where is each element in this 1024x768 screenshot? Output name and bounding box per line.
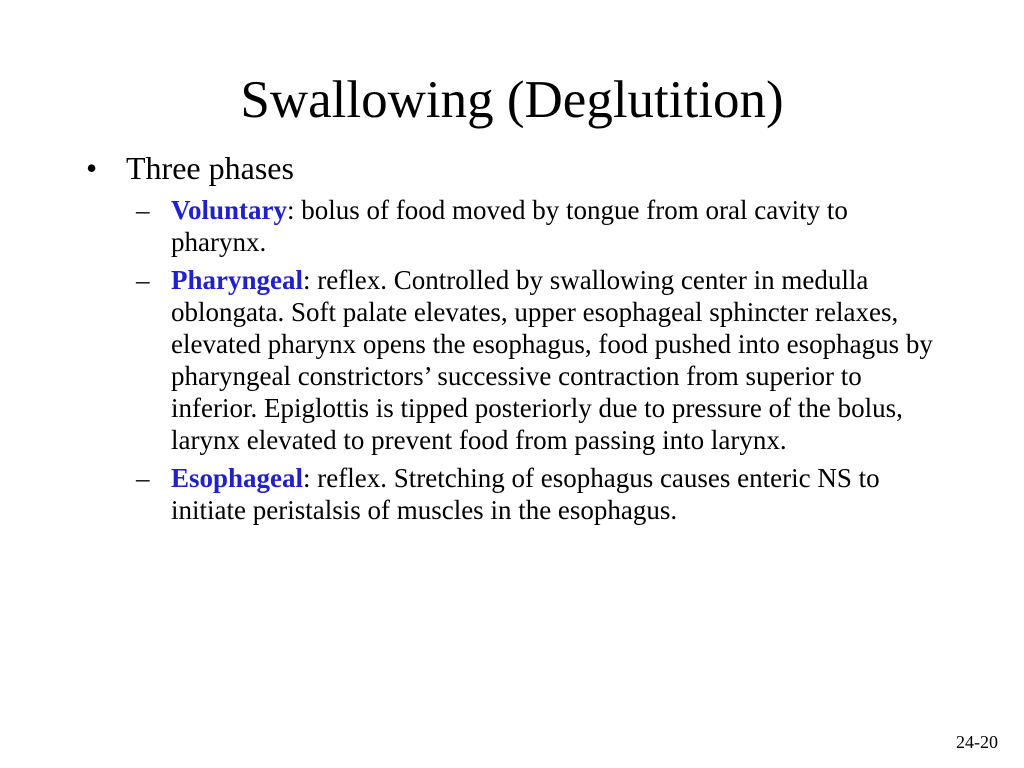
dash-icon: – xyxy=(136,195,150,225)
phase-text xyxy=(171,462,941,526)
dash-icon: – xyxy=(136,463,150,493)
phase-item-esophageal xyxy=(136,462,956,526)
dash-icon: – xyxy=(136,265,150,295)
phase-term: Esophageal xyxy=(171,463,304,493)
phase-list xyxy=(86,194,956,526)
bullet-icon: • xyxy=(86,150,98,186)
phase-description: : bolus of food moved by tongue from oral cavity to pharynx. xyxy=(171,195,848,257)
phase-term: Pharyngeal xyxy=(171,265,303,295)
phase-item-voluntary xyxy=(136,194,956,258)
phase-item-pharyngeal xyxy=(136,264,956,456)
slide-content xyxy=(86,150,956,532)
phase-description: : reflex. Stretching of esophagus causes enteric NS to initiate peristalsis of muscles in the esophagus. xyxy=(171,463,880,525)
phase-description: : reflex. Controlled by swallowing center in medulla oblongata. Soft palate elevates, upper esophageal sphincter relaxes, elevated pharynx opens the esophagus, food pushed into esophagus by pharyngeal constrictors’ successive contraction from superior to inferior. Epiglottis is tipped posteriorly due to pressure of the bolus, larynx elevated to prevent food from passing into larynx. xyxy=(171,265,933,455)
page-number: 24-20 xyxy=(956,732,998,752)
main-bullet-text: Three phases xyxy=(126,150,294,186)
slide-title: Swallowing (Deglutition) xyxy=(240,71,784,129)
phase-text xyxy=(171,264,941,456)
phase-term: Voluntary xyxy=(171,195,288,225)
main-bullet xyxy=(86,150,956,186)
phase-text xyxy=(171,194,941,258)
